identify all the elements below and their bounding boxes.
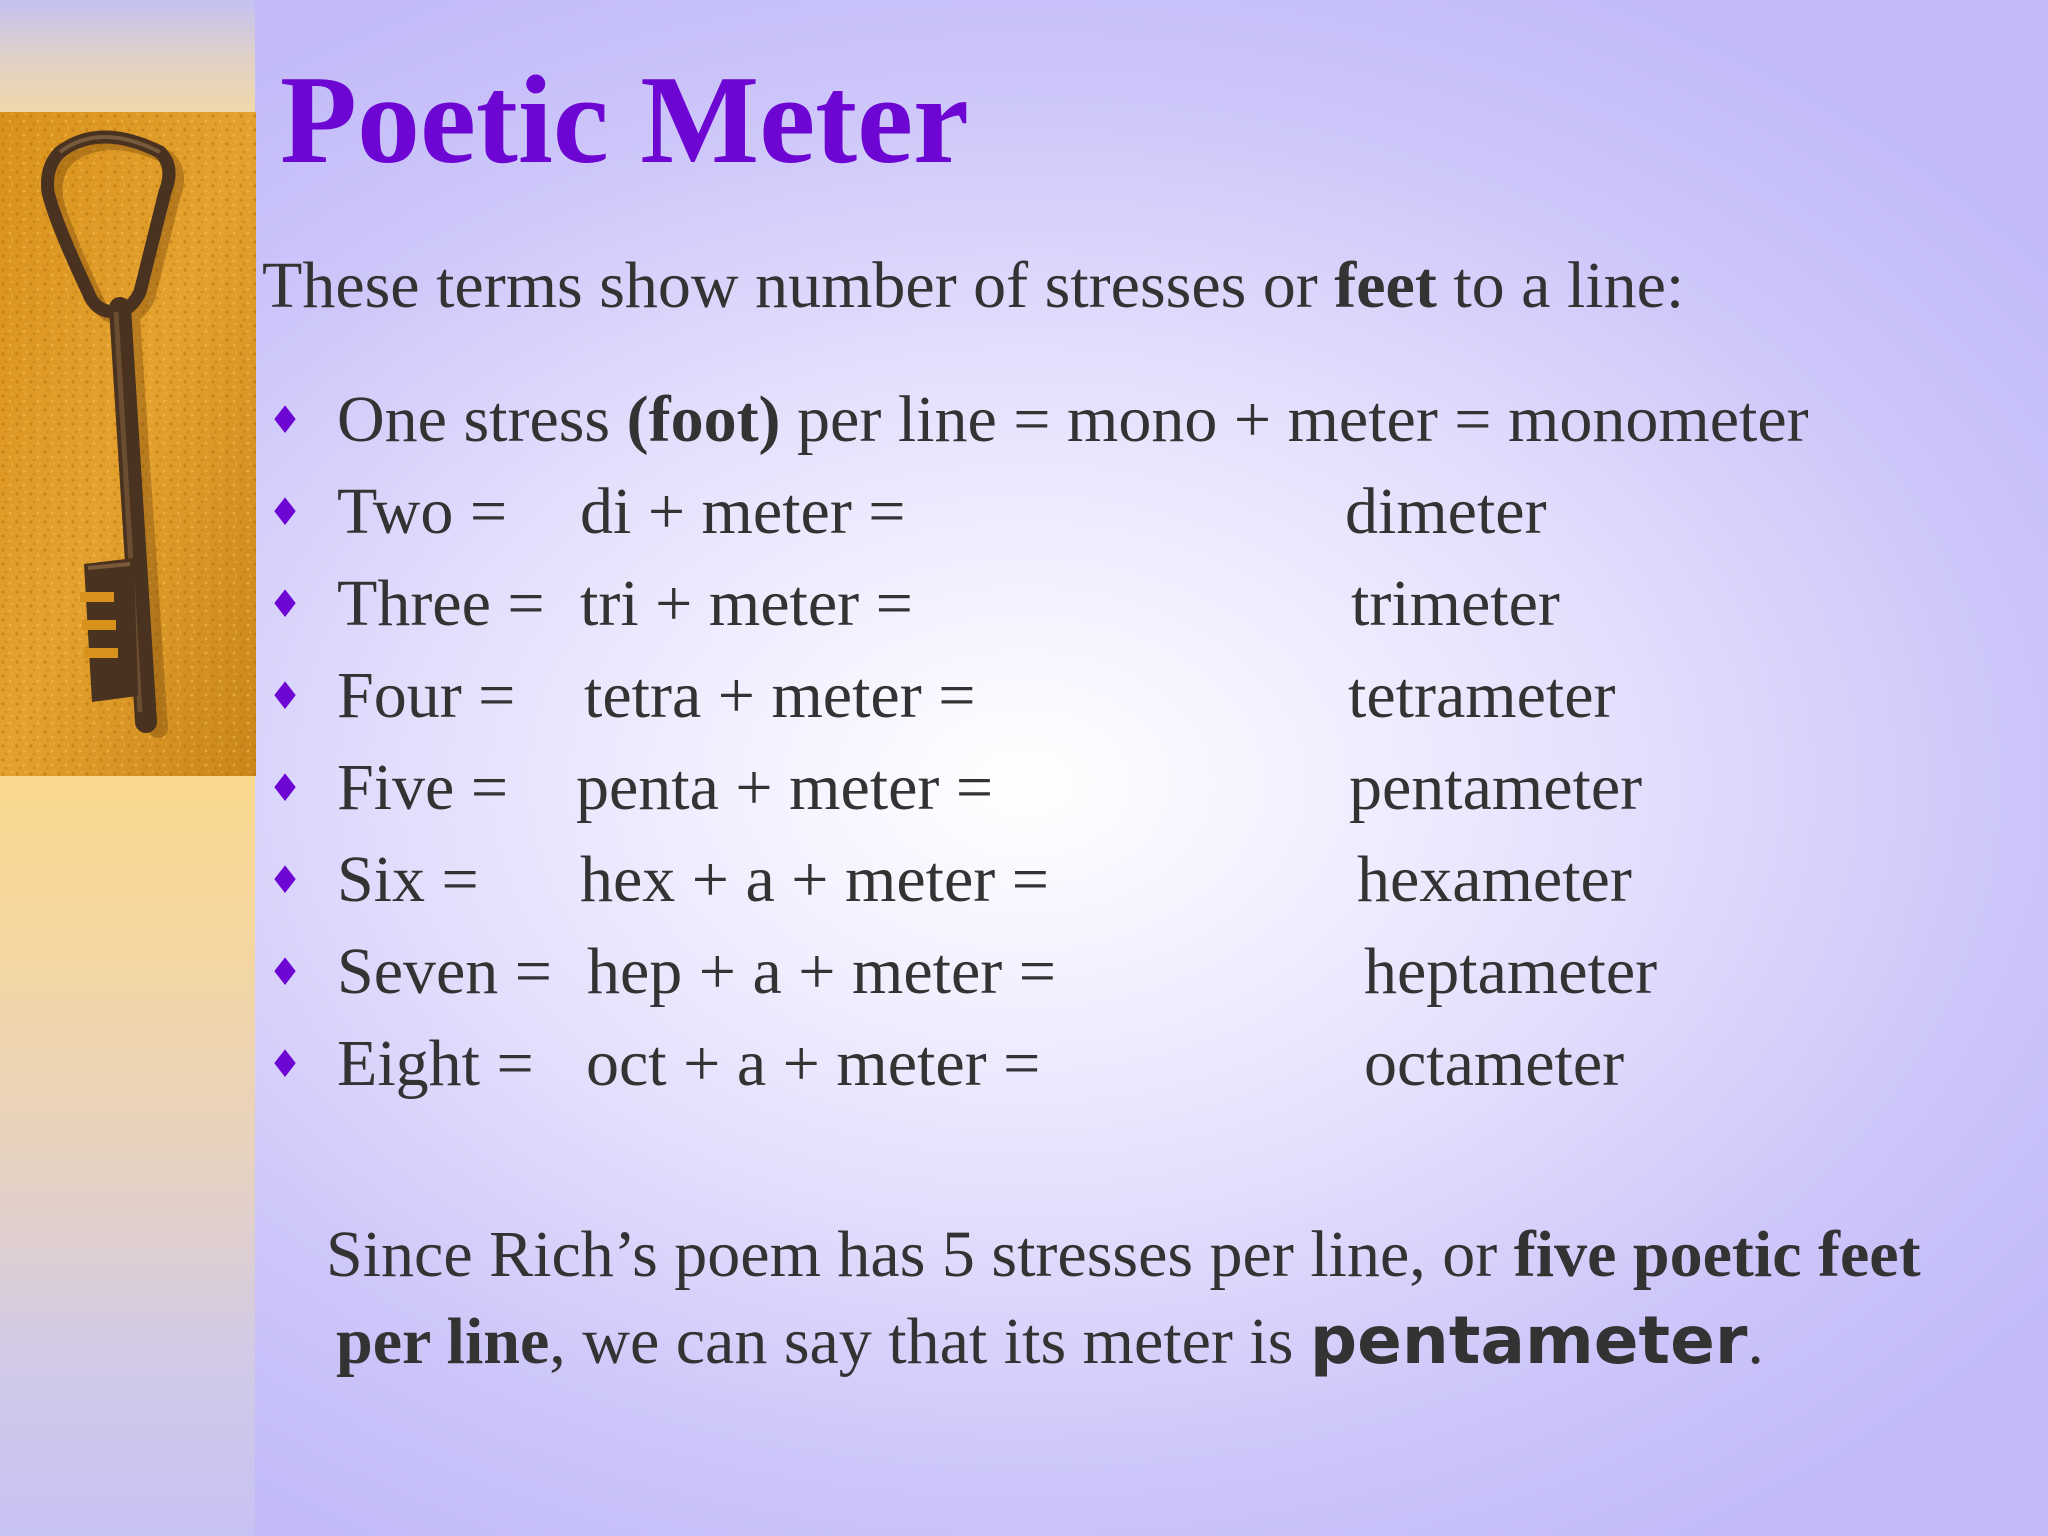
list-item — [0, 564, 1900, 644]
meter-formula: tetra + meter = — [584, 659, 976, 732]
list-item-text — [337, 380, 1809, 460]
list-item — [0, 380, 1900, 460]
diamond-bullet-icon: ♦ — [268, 858, 303, 902]
intro-text — [262, 250, 1684, 323]
meter-formula: oct + a + meter = — [586, 1027, 1041, 1100]
conclusion-line-1 — [326, 1212, 2006, 1298]
list-item — [0, 748, 1900, 828]
intro-text-end: to a line: — [1436, 249, 1685, 322]
diamond-bullet-icon: ♦ — [268, 490, 303, 534]
stress-count: Six = — [337, 843, 479, 916]
stress-count: Seven = — [337, 935, 553, 1008]
list-item-text-part: One stress — [337, 383, 627, 456]
meter-formula: hex + a + meter = — [580, 843, 1049, 916]
list-item-text-end: per line = mono + meter = monometer — [780, 383, 1809, 456]
diamond-bullet-icon: ♦ — [268, 766, 303, 810]
conclusion-emphasis: five poetic feet — [1513, 1218, 1921, 1291]
meter-term: tetrameter — [1348, 659, 1616, 732]
conclusion-term: pentameter — [1309, 1302, 1748, 1379]
diamond-bullet-icon: ♦ — [268, 582, 303, 626]
intro-text-part: These terms show number of stresses or — [262, 249, 1335, 322]
meter-term: hexameter — [1357, 843, 1632, 916]
list-item — [0, 1024, 1900, 1104]
diamond-bullet-icon: ♦ — [268, 1042, 303, 1086]
meter-term: dimeter — [1345, 475, 1547, 548]
list-item — [0, 472, 1900, 552]
diamond-bullet-icon: ♦ — [268, 674, 303, 718]
meter-formula: tri + meter = — [580, 567, 913, 640]
meter-formula: hep + a + meter = — [587, 935, 1056, 1008]
meter-term: pentameter — [1349, 751, 1643, 824]
conclusion-text-part-2: , we can say that its meter is — [549, 1305, 1310, 1378]
stress-count: Eight = — [337, 1027, 534, 1100]
diamond-bullet-icon: ♦ — [268, 398, 303, 442]
meter-term: heptameter — [1364, 935, 1658, 1008]
meter-formula: penta + meter = — [576, 751, 994, 824]
meter-formula: di + meter = — [580, 475, 906, 548]
conclusion-line-2 — [326, 1298, 2006, 1385]
conclusion-text-part: Since Rich’s poem has 5 stresses per line, or — [326, 1218, 1514, 1291]
stress-count: Four = — [337, 659, 516, 732]
conclusion-period: . — [1747, 1305, 1764, 1378]
stress-count: Five = — [337, 751, 509, 824]
list-item — [0, 840, 1900, 920]
conclusion-emphasis-2: per line — [336, 1305, 550, 1378]
list-item — [0, 932, 1900, 1012]
meter-term: octameter — [1364, 1027, 1625, 1100]
conclusion-text — [326, 1212, 2006, 1385]
list-item — [0, 656, 1900, 736]
diamond-bullet-icon: ♦ — [268, 950, 303, 994]
stress-count: Three = — [337, 567, 545, 640]
slide-title: Poetic Meter — [280, 51, 969, 190]
stress-count: Two = — [337, 475, 508, 548]
intro-emphasis: feet — [1334, 249, 1437, 322]
meter-term: trimeter — [1351, 567, 1560, 640]
list-item-emphasis: (foot) — [626, 383, 781, 456]
